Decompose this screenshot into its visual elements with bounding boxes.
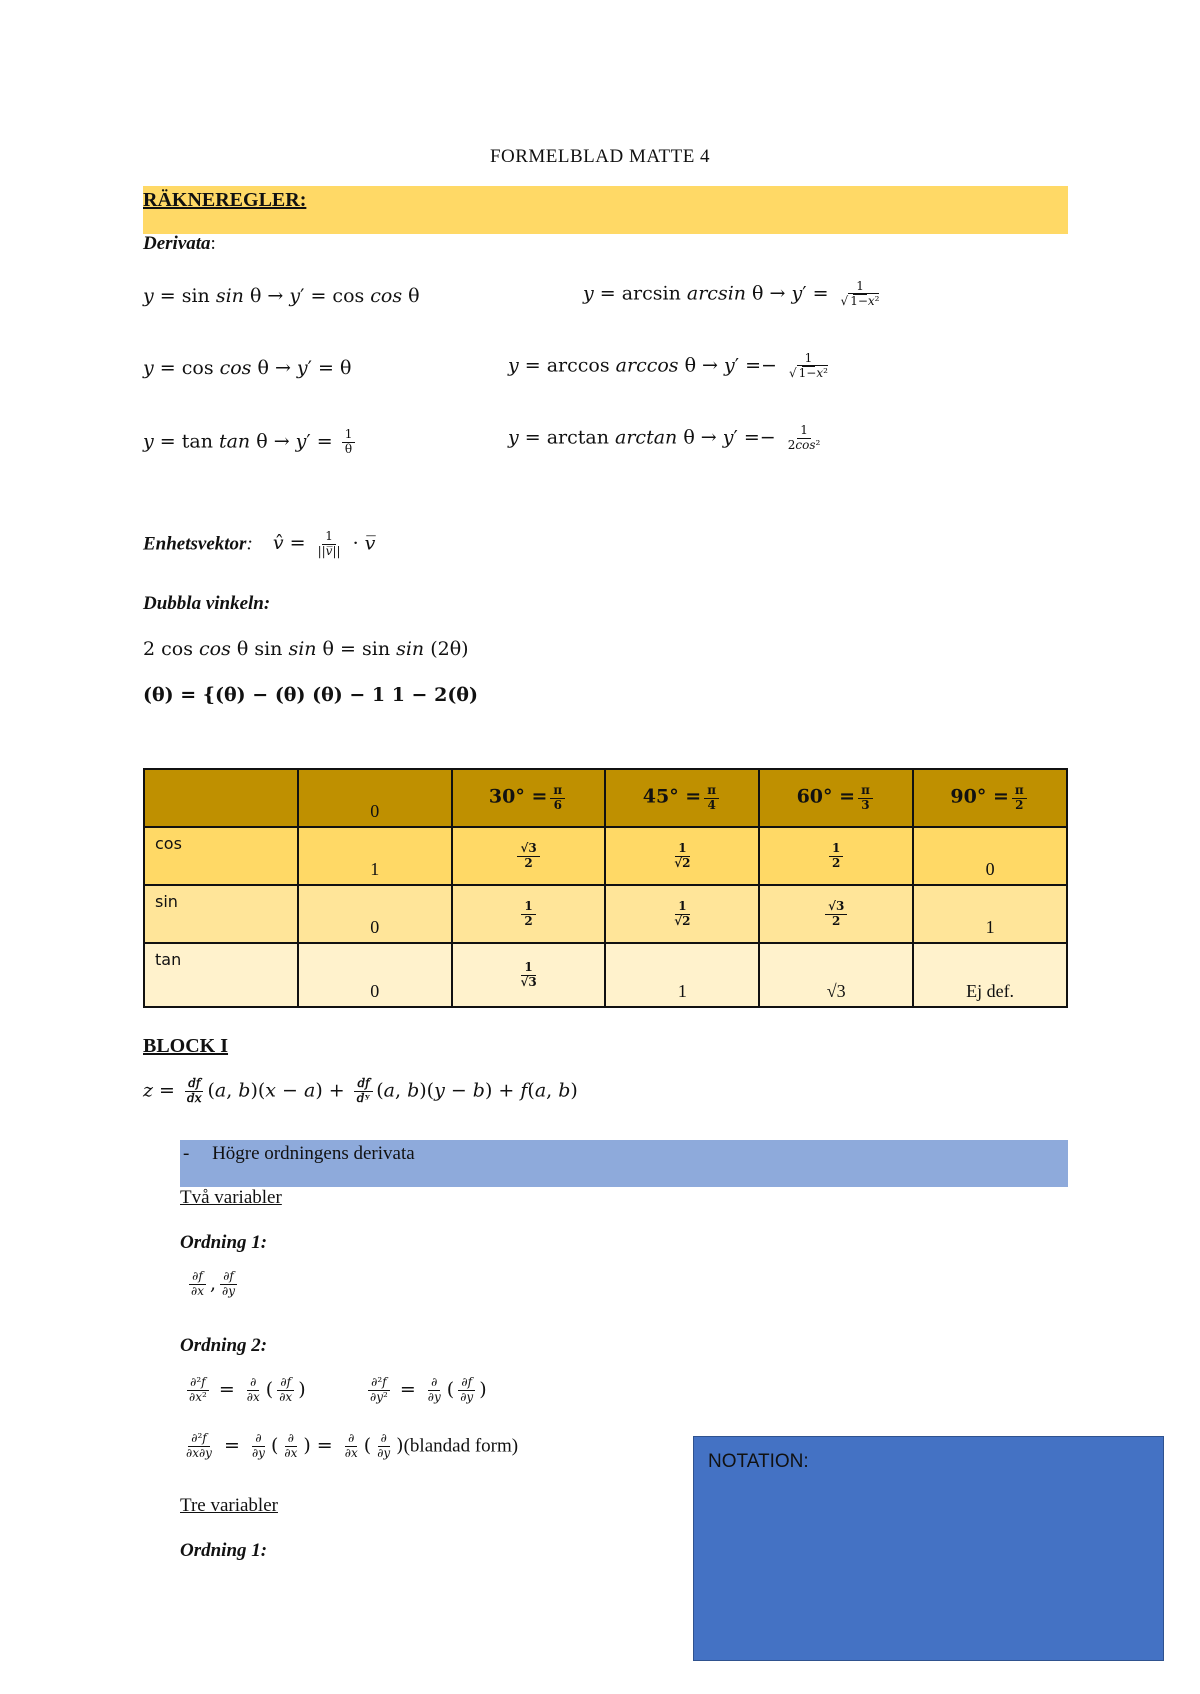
derivative-arctan-den: 2𝑐𝑜𝑠² <box>787 437 821 452</box>
page-title: FORMELBLAD MATTE 4 <box>489 146 711 167</box>
tangent-plane-term2: (𝑎, 𝑏)(𝑦 − 𝑏) + 𝑓(𝑎, 𝑏) <box>376 1079 578 1102</box>
trig-cell <box>605 885 759 943</box>
derivative-arctan-num: 1 <box>797 424 811 439</box>
unit-vector-label: Enhetsvektor <box>143 533 247 555</box>
derivative-tan <box>143 428 358 457</box>
trig-row-label-tan: tan <box>144 943 298 1007</box>
derivative-arccos-lhs: 𝑦 = arccos 𝑎𝑟𝑐𝑐𝑜𝑠 θ → 𝑦′ =− <box>508 354 777 377</box>
section-heading-rakneregler: RÄKNEREGLER: <box>143 189 307 211</box>
tangent-plane-f2-den: 𝑑ʸ <box>356 1090 371 1105</box>
derivative-arcsin-lhs: 𝑦 = arcsin 𝑎𝑟𝑐𝑠𝑖𝑛 θ → 𝑦′ = <box>583 282 829 305</box>
trig-cell-den: 2 <box>832 855 841 870</box>
trig-header-60-num: π <box>858 784 873 799</box>
unit-vector-den: ||𝑣̅|| <box>317 543 341 558</box>
trig-header-45-label: 45° = <box>642 785 702 808</box>
unit-vector-num: 1 <box>322 530 336 545</box>
trig-table <box>143 768 1068 1008</box>
bullet-text: Högre ordningens derivata <box>212 1143 415 1164</box>
trig-cell-den: √3 <box>520 974 537 989</box>
tangent-plane-f1-den: 𝑑𝑥 <box>187 1090 202 1105</box>
trig-cell-num: √3 <box>517 842 539 857</box>
trig-header-30-den: 6 <box>553 797 562 812</box>
trig-header-60-label: 60° = <box>796 785 856 808</box>
trig-header-45 <box>605 769 759 827</box>
tangent-plane-term1: (𝑎, 𝑏)(𝑥 − 𝑎) + <box>207 1079 345 1102</box>
partial-y-den: ∂𝑦 <box>222 1283 236 1298</box>
double-angle-sin: 2 cos 𝑐𝑜𝑠 θ sin 𝑠𝑖𝑛 θ = sin 𝑠𝑖𝑛 (2θ) <box>143 638 469 660</box>
ordning2-label: Ordning 2: <box>180 1335 268 1356</box>
ordning1-expression: $\frac{\text{∂𝑓}}{\text{∂𝑥}}$ , $\frac{\text{∂𝑓}}{\text{∂𝑦}}$ <box>185 1270 241 1299</box>
trig-header-30-label: 30° = <box>488 785 548 808</box>
trig-header-90-label: 90° = <box>950 785 1009 808</box>
mixed-form-note: (blandad form) <box>403 1435 519 1457</box>
derivative-arccos: 𝑦 = arccos 𝑎𝑟𝑐𝑐𝑜𝑠 θ → 𝑦′ =− $\frac{1}{\text{√ 1−𝑥²}}$ <box>508 351 828 380</box>
trig-cell-den: 2 <box>524 913 533 928</box>
subheading-tva-variabler: Två variabler <box>180 1187 282 1208</box>
trig-row-label-sin: sin <box>144 885 298 943</box>
tangent-plane-formula <box>143 1077 578 1106</box>
trig-cell-den: √2 <box>674 913 691 928</box>
derivative-tan-den: θ <box>344 441 353 456</box>
trig-cell-den: √2 <box>674 855 691 870</box>
trig-header-0: 0 <box>298 769 452 827</box>
subheading-tre-variabler: Tre variabler <box>180 1495 278 1516</box>
trig-header-90-den: 2 <box>1015 797 1024 812</box>
trig-table-header <box>144 769 1067 827</box>
trig-cell: 0 <box>298 943 452 1007</box>
second-order-mixed: $\frac{\text{∂²𝑓}}{\text{∂𝑥∂𝑦}}$ = $\frac{\partial}{\text{∂𝑦}}$ ( $\frac{\partial}{\text{∂𝑥}}$ ) = $\frac{\partial}{\text{∂𝑥}}$ ( $\frac{\partial}{\text{∂𝑦}}$ )(blandad form) <box>186 1431 519 1460</box>
derivative-arcsin: 𝑦 = arcsin 𝑎𝑟𝑐𝑠𝑖𝑛 θ → 𝑦′ = $\frac{1}{\text{√ 1−𝑥²}}$ <box>583 279 880 308</box>
unit-vector-rhs: · 𝑣̅ <box>352 532 376 555</box>
derivata-word: Derivata <box>143 233 211 254</box>
section-heading-block1: BLOCK I <box>143 1035 229 1057</box>
tangent-plane-f2-num: 𝑑𝑓 <box>354 1077 372 1092</box>
trig-row-cos <box>144 827 1067 885</box>
trig-cell: 0 <box>913 827 1067 885</box>
derivative-arcsin-den: 1−𝑥² <box>850 293 880 308</box>
bullet-dash: - <box>183 1143 190 1164</box>
trig-cell: √3 <box>759 943 913 1007</box>
double-angle-cos: (θ) = {(θ) − (θ) (θ) − 1 1 − 2(θ) <box>143 684 478 706</box>
ordning1-label-tre: Ordning 1: <box>180 1540 268 1561</box>
trig-cell-num: 1 <box>521 961 535 976</box>
trig-header-90 <box>913 769 1067 827</box>
derivative-tan-lhs: 𝑦 = tan 𝑡𝑎𝑛 θ → 𝑦′ = <box>143 430 333 453</box>
trig-cell-num: 1 <box>675 842 689 857</box>
derivative-cos: 𝑦 = cos 𝑐𝑜𝑠 θ → 𝑦′ = θ <box>143 357 352 379</box>
trig-cell: 1 <box>298 827 452 885</box>
trig-cell <box>452 827 606 885</box>
bullet-item <box>183 1143 415 1165</box>
trig-row-tan <box>144 943 1067 1007</box>
trig-cell: 0 <box>298 885 452 943</box>
derivative-arcsin-num: 1 <box>853 280 867 295</box>
trig-cell: 1 <box>605 943 759 1007</box>
partial-f-num: ∂𝑓 <box>189 1270 206 1285</box>
trig-header-90-num: π <box>1012 784 1027 799</box>
tangent-plane-f1-num: 𝑑𝑓 <box>185 1077 203 1092</box>
derivative-tan-num: 1 <box>342 428 356 443</box>
unit-vector-lhs: 𝑣̂ = <box>272 532 306 555</box>
derivata-label <box>143 233 216 255</box>
trig-cell <box>605 827 759 885</box>
notation-box <box>693 1436 1164 1661</box>
trig-cell-num: 1 <box>521 900 535 915</box>
trig-header-60 <box>759 769 913 827</box>
second-order-yy: $\frac{\text{∂²𝑓}}{\text{∂𝑦²}}$ = $\frac{\partial}{\text{∂𝑦}}$ ( $\frac{\text{∂𝑓}}{\text{∂𝑦}}$ ) <box>370 1375 487 1404</box>
second-order-xx: $\frac{\text{∂²𝑓}}{\text{∂𝑥²}}$ = $\frac{\partial}{\text{∂𝑥}}$ ( $\frac{\text{∂𝑓}}{\text{∂𝑥}}$ ) <box>189 1375 306 1404</box>
trig-cell-num: 1 <box>829 842 843 857</box>
trig-header-empty <box>144 769 298 827</box>
trig-header-45-num: π <box>704 784 719 799</box>
derivative-arctan <box>508 424 826 453</box>
trig-header-30-num: π <box>550 784 565 799</box>
derivative-arctan-lhs: 𝑦 = arctan 𝑎𝑟𝑐𝑡𝑎𝑛 θ → 𝑦′ =− <box>508 426 776 449</box>
trig-cell-num: 1 <box>675 900 689 915</box>
trig-cell: Ej def. <box>913 943 1067 1007</box>
trig-cell <box>452 885 606 943</box>
unit-vector-colon: : <box>246 533 253 555</box>
tangent-plane-z: 𝑧 = <box>143 1079 175 1102</box>
notation-label: NOTATION: <box>708 1451 809 1472</box>
trig-cell-num: √3 <box>825 900 847 915</box>
unit-vector-formula <box>143 530 375 559</box>
trig-header-45-den: 4 <box>707 797 716 812</box>
derivata-colon: : <box>210 233 216 254</box>
double-angle-label: Dubbla vinkeln: <box>143 593 271 614</box>
derivative-arccos-den: 1−𝑥² <box>798 365 828 380</box>
trig-cell-den: 2 <box>832 913 841 928</box>
ordning1-label: Ordning 1: <box>180 1232 268 1253</box>
trig-cell <box>759 827 913 885</box>
derivative-sin: 𝑦 = sin 𝑠𝑖𝑛 θ → 𝑦′ = cos 𝑐𝑜𝑠 θ <box>143 285 420 307</box>
partial-x-den: ∂𝑥 <box>191 1283 204 1298</box>
partial-f-num: ∂𝑓 <box>220 1270 237 1285</box>
trig-cell-den: 2 <box>524 855 533 870</box>
trig-cell <box>452 943 606 1007</box>
derivative-arccos-num: 1 <box>802 352 816 367</box>
trig-header-60-den: 3 <box>861 797 870 812</box>
trig-cell: 1 <box>913 885 1067 943</box>
trig-row-label-cos: cos <box>144 827 298 885</box>
trig-row-sin <box>144 885 1067 943</box>
trig-cell <box>759 885 913 943</box>
trig-header-30 <box>452 769 606 827</box>
